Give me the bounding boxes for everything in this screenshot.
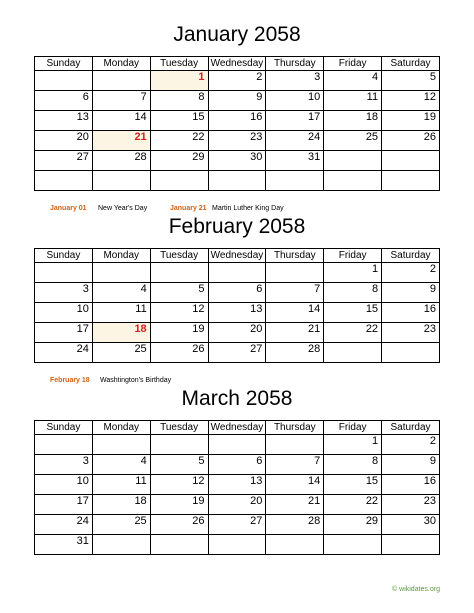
month-title: January 2058 (173, 23, 301, 46)
day-cell: 17 (266, 111, 324, 131)
day-cell: 1 (324, 435, 382, 455)
day-cell: 4 (324, 71, 382, 91)
day-cell: 2 (382, 435, 440, 455)
day-cell: 8 (324, 283, 382, 303)
day-cell: 16 (382, 475, 440, 495)
week-row (35, 455, 440, 475)
day-cell: 5 (150, 455, 208, 475)
day-cell: 3 (35, 455, 93, 475)
day-cell: 8 (150, 91, 208, 111)
empty-day-cell (35, 435, 93, 455)
day-cell: 15 (150, 111, 208, 131)
day-cell: 20 (208, 495, 266, 515)
day-cell: 19 (382, 111, 440, 131)
day-cell: 30 (382, 515, 440, 535)
weekday-header: Sunday (35, 57, 93, 71)
empty-day-cell (382, 535, 440, 555)
weekday-header: Monday (92, 249, 150, 263)
day-cell: 10 (35, 475, 93, 495)
credit-text: © wikidates.org (392, 586, 440, 593)
empty-day-cell (266, 263, 324, 283)
day-cell: 16 (382, 303, 440, 323)
day-cell: 12 (150, 303, 208, 323)
empty-day-cell (92, 435, 150, 455)
day-cell: 21 (92, 131, 150, 151)
weekday-header: Monday (92, 57, 150, 71)
empty-day-cell (382, 171, 440, 191)
day-cell: 27 (208, 515, 266, 535)
empty-day-cell (266, 171, 324, 191)
week-row (35, 303, 440, 323)
empty-day-cell (150, 171, 208, 191)
holiday-date: February 18 (50, 377, 90, 384)
empty-day-cell (150, 435, 208, 455)
day-cell: 20 (208, 323, 266, 343)
weekday-header: Tuesday (150, 421, 208, 435)
empty-day-cell (92, 71, 150, 91)
day-cell: 11 (92, 475, 150, 495)
week-row (35, 263, 440, 283)
week-row (35, 495, 440, 515)
weekday-header: Tuesday (150, 57, 208, 71)
day-cell: 25 (92, 515, 150, 535)
holiday-name: New Year's Day (98, 205, 148, 212)
week-row (35, 515, 440, 535)
day-cell: 29 (324, 515, 382, 535)
week-row (35, 343, 440, 363)
day-cell: 26 (150, 515, 208, 535)
day-cell: 10 (35, 303, 93, 323)
holiday-date: January 21 (170, 205, 207, 212)
holiday-name: Washtington's Birthday (100, 377, 172, 384)
month-grid (34, 248, 440, 363)
holiday-date: January 01 (50, 205, 87, 212)
day-cell: 22 (324, 323, 382, 343)
day-cell: 5 (150, 283, 208, 303)
day-cell: 9 (208, 91, 266, 111)
day-cell: 4 (92, 283, 150, 303)
empty-day-cell (324, 151, 382, 171)
day-cell: 31 (35, 535, 93, 555)
day-cell: 18 (92, 323, 150, 343)
day-cell: 6 (208, 283, 266, 303)
day-cell: 18 (92, 495, 150, 515)
empty-day-cell (324, 343, 382, 363)
weekday-header: Sunday (35, 249, 93, 263)
day-cell: 23 (382, 495, 440, 515)
empty-day-cell (382, 151, 440, 171)
day-cell: 14 (92, 111, 150, 131)
weekday-header: Monday (92, 421, 150, 435)
day-cell: 2 (208, 71, 266, 91)
day-cell: 21 (266, 323, 324, 343)
weekday-header: Wednesday (208, 421, 266, 435)
empty-day-cell (35, 71, 93, 91)
week-row (35, 535, 440, 555)
empty-day-cell (324, 535, 382, 555)
day-cell: 15 (324, 303, 382, 323)
day-cell: 1 (324, 263, 382, 283)
empty-day-cell (92, 171, 150, 191)
day-cell: 24 (35, 343, 93, 363)
month-grid (34, 56, 440, 191)
day-cell: 2 (382, 263, 440, 283)
weekday-header: Saturday (382, 249, 440, 263)
day-cell: 29 (150, 151, 208, 171)
day-cell: 23 (382, 323, 440, 343)
weekday-header: Thursday (266, 421, 324, 435)
day-cell: 28 (266, 515, 324, 535)
day-cell: 18 (324, 111, 382, 131)
day-cell: 21 (266, 495, 324, 515)
empty-day-cell (150, 263, 208, 283)
weekday-header: Wednesday (208, 249, 266, 263)
day-cell: 14 (266, 475, 324, 495)
empty-day-cell (208, 171, 266, 191)
day-cell: 31 (266, 151, 324, 171)
weekday-header: Saturday (382, 57, 440, 71)
day-cell: 8 (324, 455, 382, 475)
day-cell: 22 (324, 495, 382, 515)
weekday-header: Wednesday (208, 57, 266, 71)
weekday-header: Sunday (35, 421, 93, 435)
week-row (35, 283, 440, 303)
weekday-header: Saturday (382, 421, 440, 435)
day-cell: 7 (266, 283, 324, 303)
week-row (35, 435, 440, 455)
day-cell: 6 (208, 455, 266, 475)
day-cell: 9 (382, 455, 440, 475)
weekday-header: Thursday (266, 249, 324, 263)
empty-day-cell (92, 535, 150, 555)
empty-day-cell (324, 171, 382, 191)
day-cell: 25 (324, 131, 382, 151)
day-cell: 19 (150, 323, 208, 343)
week-row (35, 111, 440, 131)
day-cell: 26 (150, 343, 208, 363)
day-cell: 4 (92, 455, 150, 475)
day-cell: 3 (35, 283, 93, 303)
day-cell: 17 (35, 323, 93, 343)
day-cell: 6 (35, 91, 93, 111)
day-cell: 3 (266, 71, 324, 91)
day-cell: 17 (35, 495, 93, 515)
empty-day-cell (92, 263, 150, 283)
day-cell: 12 (382, 91, 440, 111)
holiday-name: Martin Luther King Day (212, 205, 284, 212)
day-cell: 27 (208, 343, 266, 363)
empty-day-cell (266, 535, 324, 555)
day-cell: 7 (92, 91, 150, 111)
day-cell: 24 (35, 515, 93, 535)
weekday-header: Friday (324, 421, 382, 435)
day-cell: 26 (382, 131, 440, 151)
day-cell: 30 (208, 151, 266, 171)
empty-day-cell (208, 535, 266, 555)
day-cell: 13 (208, 475, 266, 495)
day-cell: 10 (266, 91, 324, 111)
empty-day-cell (382, 343, 440, 363)
week-row (35, 91, 440, 111)
weekday-header: Tuesday (150, 249, 208, 263)
empty-day-cell (266, 435, 324, 455)
day-cell: 11 (324, 91, 382, 111)
day-cell: 20 (35, 131, 93, 151)
day-cell: 28 (266, 343, 324, 363)
day-cell: 15 (324, 475, 382, 495)
day-cell: 23 (208, 131, 266, 151)
day-cell: 27 (35, 151, 93, 171)
day-cell: 24 (266, 131, 324, 151)
day-cell: 19 (150, 495, 208, 515)
month-title: March 2058 (181, 387, 293, 410)
day-cell: 9 (382, 283, 440, 303)
day-cell: 14 (266, 303, 324, 323)
day-cell: 5 (382, 71, 440, 91)
week-row (35, 71, 440, 91)
week-row (35, 475, 440, 495)
day-cell: 7 (266, 455, 324, 475)
week-row (35, 131, 440, 151)
day-cell: 1 (150, 71, 208, 91)
day-cell: 28 (92, 151, 150, 171)
empty-day-cell (150, 535, 208, 555)
week-row (35, 171, 440, 191)
day-cell: 16 (208, 111, 266, 131)
day-cell: 13 (35, 111, 93, 131)
day-cell: 12 (150, 475, 208, 495)
weekday-header: Friday (324, 249, 382, 263)
day-cell: 22 (150, 131, 208, 151)
month-title: February 2058 (168, 215, 306, 238)
day-cell: 13 (208, 303, 266, 323)
month-grid (34, 420, 440, 555)
weekday-header: Thursday (266, 57, 324, 71)
empty-day-cell (35, 171, 93, 191)
day-cell: 11 (92, 303, 150, 323)
empty-day-cell (35, 263, 93, 283)
empty-day-cell (208, 263, 266, 283)
week-row (35, 323, 440, 343)
empty-day-cell (208, 435, 266, 455)
weekday-header: Friday (324, 57, 382, 71)
week-row (35, 151, 440, 171)
day-cell: 25 (92, 343, 150, 363)
